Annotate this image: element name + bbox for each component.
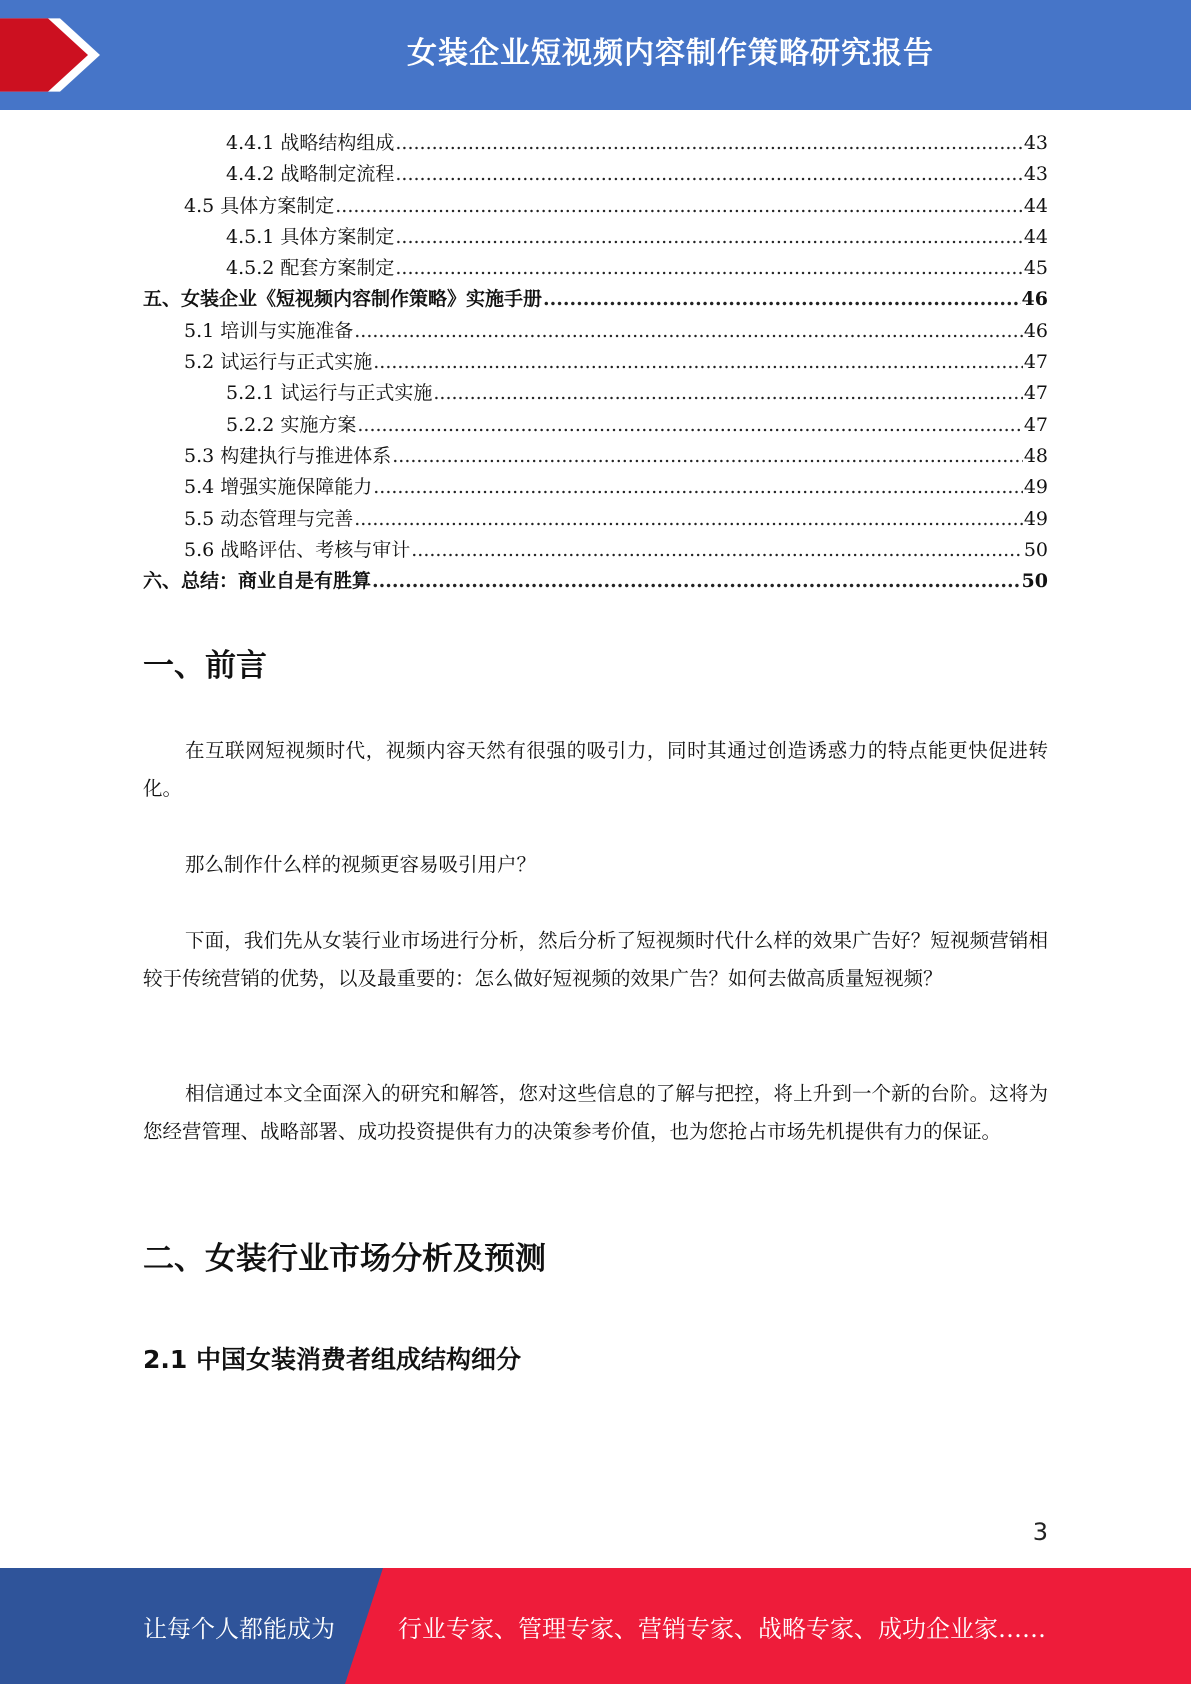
toc-entry[interactable] [143, 316, 1048, 347]
header-arrow-decoration [0, 0, 100, 110]
table-of-contents [143, 128, 1048, 597]
toc-entry[interactable] [143, 410, 1048, 441]
toc-entry-page: 46 [1021, 288, 1048, 311]
paragraph-3: 下面，我们先从女装行业市场进行分析，然后分析了短视频时代什么样的效果广告好？短视频营销相较于传统营销的优势，以及最重要的：怎么做好短视频的效果广告？如何去做高质量短视频？ [143, 929, 1048, 990]
toc-dot-leader [433, 382, 1022, 404]
toc-entry-page: 46 [1023, 319, 1048, 342]
toc-entry-title: 5.2 试运行与正式实施 [184, 351, 373, 374]
paragraph-4: 相信通过本文全面深入的研究和解答，您对这些信息的了解与把控，将上升到一个新的台阶。这将为您经营管理、战略部署、成功投资提供有力的决策参考价值，也为您抢占市场先机提供有力的保证。 [143, 1082, 1048, 1143]
page-footer-band [0, 1568, 1191, 1684]
toc-entry-page: 50 [1021, 570, 1048, 593]
toc-entry-title: 5.3 构建执行与推进体系 [184, 444, 392, 467]
toc-entry-title: 4.5.2 配套方案制定 [226, 257, 395, 280]
toc-entry[interactable] [143, 284, 1048, 315]
paragraph-2: 那么制作什么样的视频更容易吸引用户？ [185, 853, 537, 876]
toc-entry-page: 47 [1023, 382, 1048, 405]
toc-entry-page: 44 [1023, 194, 1048, 217]
toc-entry-title: 五、女装企业《短视频内容制作策略》实施手册 [143, 288, 543, 311]
toc-entry-title: 5.6 战略评估、考核与审计 [184, 538, 411, 561]
toc-dot-leader [372, 570, 1021, 592]
toc-entry[interactable] [143, 378, 1048, 409]
toc-dot-leader [335, 195, 1023, 217]
toc-entry-page: 43 [1023, 163, 1048, 186]
toc-entry[interactable] [143, 441, 1048, 472]
toc-entry[interactable] [143, 159, 1048, 190]
toc-entry-title: 4.5.1 具体方案制定 [226, 225, 395, 248]
toc-entry-page: 45 [1023, 257, 1048, 280]
toc-entry-title: 4.4.2 战略制定流程 [226, 163, 395, 186]
toc-dot-leader [411, 539, 1023, 561]
toc-entry-title: 六、总结：商业自是有胜算 [143, 570, 372, 593]
toc-entry-title: 5.2.2 实施方案 [226, 413, 357, 436]
footer-slogan-right: 行业专家、管理专家、营销专家、战略专家、成功企业家…… [398, 1614, 1046, 1643]
toc-dot-leader [357, 414, 1022, 436]
toc-entry-title: 5.2.1 试运行与正式实施 [226, 382, 433, 405]
toc-entry-page: 48 [1023, 444, 1048, 467]
toc-dot-leader [373, 476, 1023, 498]
toc-entry-page: 44 [1023, 225, 1048, 248]
toc-entry-title: 5.5 动态管理与完善 [184, 507, 354, 530]
toc-entry-title: 5.1 培训与实施准备 [184, 319, 354, 342]
toc-entry-page: 47 [1023, 413, 1048, 436]
toc-entry[interactable] [143, 191, 1048, 222]
toc-entry[interactable] [143, 472, 1048, 503]
subsection-heading-consumer-structure: 2.1 中国女装消费者组成结构细分 [143, 1345, 521, 1374]
toc-entry[interactable] [143, 504, 1048, 535]
toc-dot-leader [395, 226, 1022, 248]
toc-dot-leader [395, 257, 1022, 279]
toc-entry[interactable] [143, 566, 1048, 597]
toc-dot-leader [543, 288, 1021, 310]
toc-entry-title: 4.5 具体方案制定 [184, 194, 335, 217]
footer-slogan-left: 让每个人都能成为 [143, 1614, 335, 1643]
toc-entry[interactable] [143, 535, 1048, 566]
toc-entry[interactable] [143, 222, 1048, 253]
toc-entry-page: 50 [1023, 538, 1048, 561]
toc-dot-leader [395, 132, 1022, 154]
section-heading-market-analysis: 二、女装行业市场分析及预测 [143, 1241, 546, 1277]
toc-dot-leader [395, 163, 1022, 185]
document-title: 女装企业短视频内容制作策略研究报告 [407, 36, 934, 71]
toc-entry-title: 4.4.1 战略结构组成 [226, 132, 395, 154]
toc-dot-leader [373, 351, 1023, 373]
toc-entry-page: 47 [1023, 351, 1048, 374]
toc-dot-leader [392, 445, 1023, 467]
toc-entry[interactable] [143, 128, 1048, 159]
toc-dot-leader [354, 508, 1023, 530]
toc-dot-leader [354, 320, 1023, 342]
page-header-band [0, 0, 1191, 110]
toc-entry[interactable] [143, 347, 1048, 378]
toc-entry-page: 49 [1023, 476, 1048, 499]
toc-entry[interactable] [143, 253, 1048, 284]
page-number: 3 [1032, 1518, 1048, 1546]
toc-entry-title: 5.4 增强实施保障能力 [184, 476, 373, 499]
paragraph-1: 在互联网短视频时代，视频内容天然有很强的吸引力，同时其通过创造诱惑力的特点能更快促进转化。 [143, 739, 1048, 800]
toc-entry-page: 43 [1023, 132, 1048, 154]
toc-entry-page: 49 [1023, 507, 1048, 530]
section-heading-preface: 一、前言 [143, 648, 267, 684]
